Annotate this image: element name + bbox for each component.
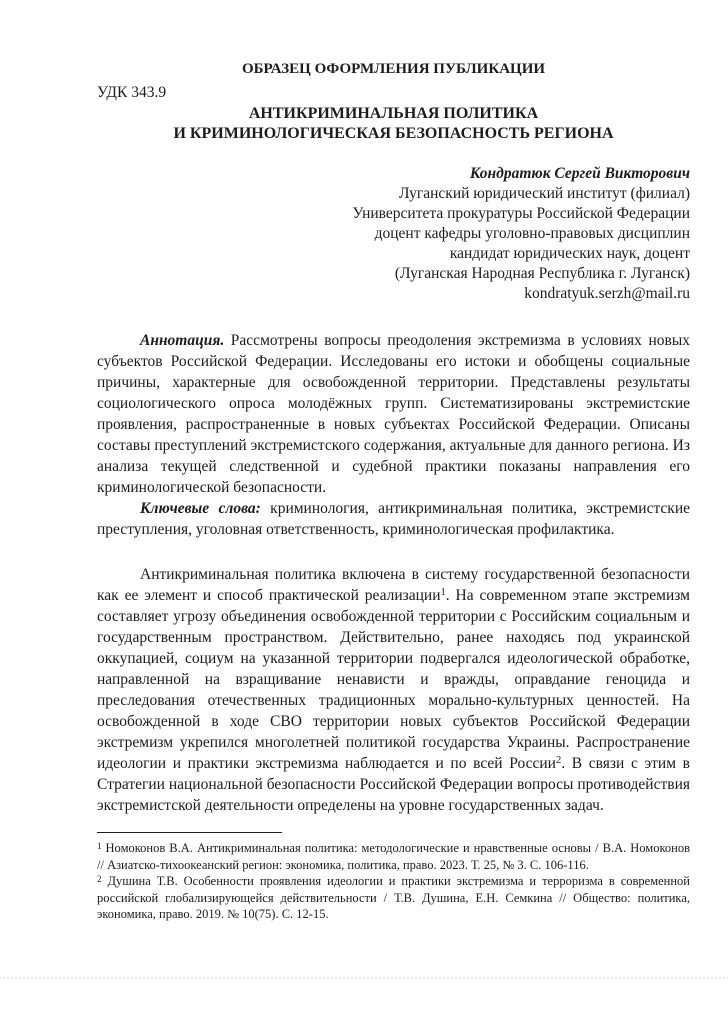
body-text-part3: . В связи с этим в Стратегии национальной безопасности Российской Федерации вопросы противодействия экстремистской деятельности определены на уровне государственных задач.	[97, 755, 691, 814]
udc-code: УДК 343.9	[97, 84, 167, 101]
author-name: Кондратюк Сергей Викторович	[469, 165, 690, 182]
author-location: (Луганская Народная Республика г. Луганск)	[394, 265, 690, 282]
author-degree: кандидат юридических наук, доцент	[449, 245, 690, 262]
keywords-paragraph	[97, 498, 690, 540]
footnote-1	[97, 840, 690, 873]
author-position: доцент кафедры уголовно-правовых дисциплин	[374, 225, 690, 242]
keywords-text: криминология, антикриминальная политика, экстремистские преступления, уголовная ответственность, криминологическая профилактика.	[97, 500, 691, 538]
footnote-2-text: Душина Т.В. Особенности проявления идеологии и практики экстремизма и терроризма в современной российской глобализирующейся действительности / Т.В. Душина, Е.Н. Семкина // Общество: политика, экономика, право. 2019. № 10(75). С. 12-15.	[97, 874, 690, 921]
author-email: kondratyuk.serzh@mail.ru	[524, 285, 690, 302]
abstract-label: Аннотация.	[140, 332, 225, 349]
abstract-paragraph	[97, 330, 690, 498]
footnote-ref-2: 2	[555, 755, 562, 766]
page-bottom-artifact	[0, 977, 728, 979]
footnote-2-marker: 2	[97, 873, 102, 884]
article-title	[97, 104, 690, 143]
author-block	[97, 164, 690, 304]
author-affiliation-line2: Университета прокуратуры Российской Федерации	[352, 205, 690, 222]
footnote-separator	[97, 832, 282, 833]
article-title-line1: АНТИКРИМИНАЛЬНАЯ ПОЛИТИКА	[248, 105, 539, 122]
body-text-part1: Антикриминальная политика включена в систему государственной безопасности как ее элемент и способ практической реализации	[97, 566, 690, 604]
footnote-2	[97, 873, 690, 923]
footnote-ref-1: 1	[440, 587, 446, 598]
footnote-1-text: Номоконов В.А. Антикриминальная политика: методологические и нравственные основы / В.А. Номоконов // Азиатско-тихоокеанский регион: экономика, политика, право. 2023. Т. 25, № 3. С. 106-116.	[97, 841, 690, 872]
keywords-label: Ключевые слова:	[140, 500, 261, 517]
article-title-line2: И КРИМИНОЛОГИЧЕСКАЯ БЕЗОПАСНОСТЬ РЕГИОНА	[173, 124, 614, 142]
footnotes-list	[97, 840, 690, 923]
footnote-1-marker: 1	[97, 840, 102, 851]
abstract-text: Рассмотрены вопросы преодоления экстремизма в условиях новых субъектов Российской Федерации. Исследованы его истоки и обобщены социальные причины, характерные для освобожденной территории. Представлены результаты социологического опроса молодёжных групп. Систематизированы экстремистские проявления, распространенные в новых субъектах Российской Федерации. Описаны составы преступлений экстремистского содержания, актуальные для данного региона. Из анализа текущей следственной и судебной практики показаны направления его криминологической безопасности.	[97, 332, 690, 496]
body-text-part2: . На современном этапе экстремизм составляет угрозу объединения освобожденной территории с Российским социальным и государственным пространством. Действительно, ранее находясь под украинской оккупацией, социум на указанной территории подвергался идеологической обработке, направленной на взращивание ненависти и вражды, оправдание геноцида и преследования отечественных традиционных морально-культурных ценностей. На освобожденной в ходе СВО территории новых субъектов Российской Федерации экстремизм укрепился многолетней политикой государства Украины. Распространение идеологии и практики экстремизма наблюдается и по всей России	[97, 587, 690, 772]
footnote-area	[97, 832, 690, 923]
sample-heading: ОБРАЗЕЦ ОФОРМЛЕНИЯ ПУБЛИКАЦИИ	[241, 61, 546, 77]
author-affiliation-line1: Луганский юридический институт (филиал)	[399, 185, 690, 202]
body-paragraph	[97, 564, 690, 816]
